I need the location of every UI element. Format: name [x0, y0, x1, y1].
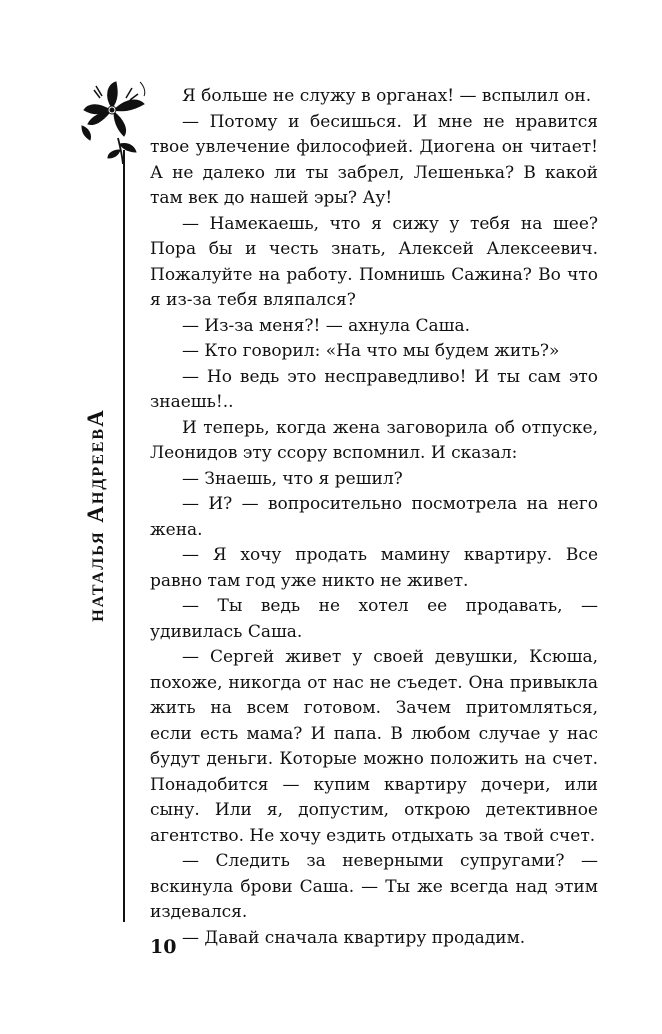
- paragraph: — Я хочу продать мамину квартиру. Все равно там год уже никто не живет.: [150, 545, 598, 591]
- paragraph: — Ты ведь не хотел ее продавать, — удивилась Саша.: [150, 596, 598, 642]
- paragraph: — Но ведь это несправедливо! И ты сам это знаешь!..: [150, 366, 598, 412]
- paragraph: — Сергей живет у своей девушки, Ксюша, похоже, никогда от нас не съедет. Она привыкла жить на всем готовом. Зачем притомляться, если есть мама? И папа. В любом случае у нас будут деньги. Которые можно положить на счет. Понадобится — купим квартиру дочери, или сыну. Или я, допустим, открою детективное агентство. Не хочу ездить отдыхать за твой счет.: [150, 647, 598, 846]
- paragraph: И теперь, когда жена заговорила об отпуске, Леонидов эту ссору вспомнил. И сказал:: [150, 417, 598, 463]
- body-text: [150, 84, 598, 951]
- flower-ornament-icon: [74, 78, 154, 164]
- paragraph: — Давай сначала квартиру продадим.: [182, 927, 526, 948]
- paragraph: — Следить за неверными супругами? — вскинула брови Саша. — Ты же всегда над этим издевался.: [150, 851, 598, 922]
- author-name: наталья АндреевА: [83, 408, 108, 622]
- paragraph: — Из-за меня?! — ахнула Саша.: [182, 315, 471, 336]
- paragraph: — И? — вопросительно посмотрела на него жена.: [150, 494, 598, 540]
- paragraph: — Намекаешь, что я сижу у тебя на шее? Пора бы и честь знать, Алексей Алексеевич. Пожалуйте на работу. Помнишь Сажина? Во что я из-за тебя вляпался?: [150, 213, 598, 310]
- paragraph: — Кто говорил: «На что мы будем жить?»: [182, 341, 560, 361]
- paragraph: Я больше не служу в органах! — вспылил он.: [182, 86, 592, 106]
- paragraph: — Знаешь, что я решил?: [182, 468, 403, 489]
- page-number: 10: [150, 936, 177, 958]
- paragraph: — Потому и бесишься. И мне не нравится твое увлечение философией. Диогена он читает! А не далеко ли ты забрел, Лешенька? В какой там век до нашей эры? Ау!: [150, 111, 598, 208]
- margin-vertical-rule: [123, 150, 125, 922]
- running-head: [79, 390, 113, 640]
